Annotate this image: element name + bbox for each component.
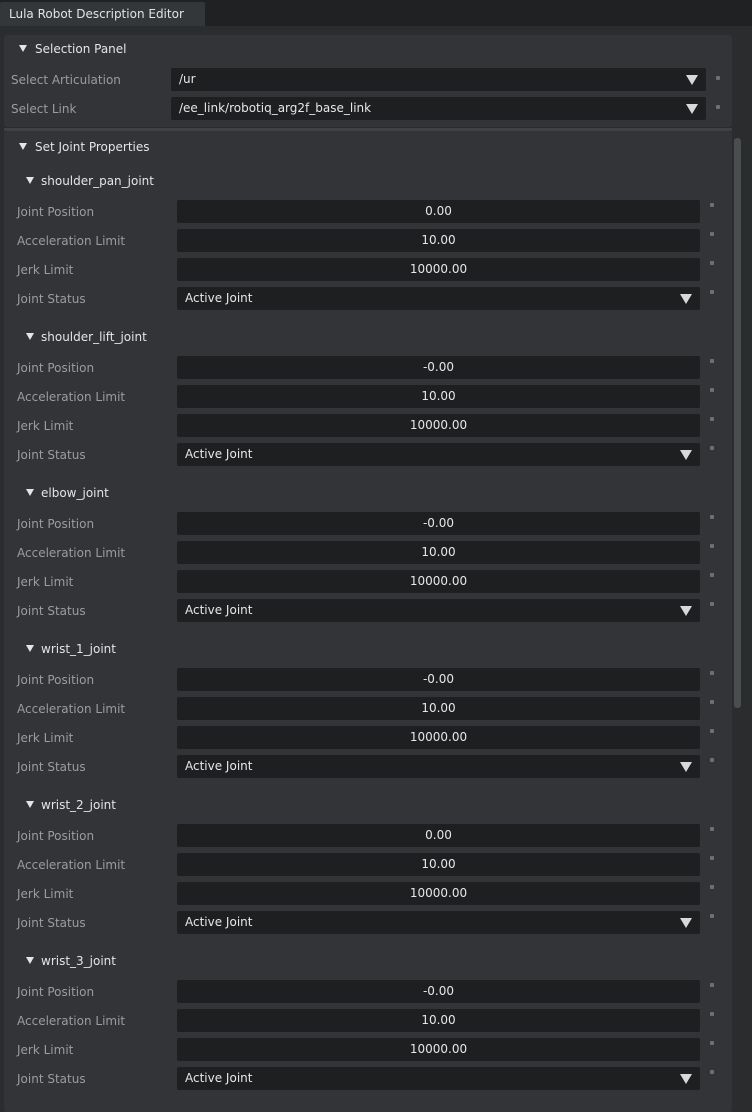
select-articulation-dropdown[interactable]	[171, 68, 706, 91]
collapse-triangle-icon[interactable]	[26, 177, 34, 184]
jerk-limit-label: Jerk Limit	[17, 887, 74, 901]
joint-status-dropdown[interactable]	[177, 287, 700, 310]
joint-status-label: Joint Status	[17, 448, 86, 462]
joint-status-value: Active Joint	[185, 759, 253, 773]
collapse-triangle-icon[interactable]	[26, 489, 34, 496]
joint-status-dropdown[interactable]	[177, 1067, 700, 1090]
joint-status-value: Active Joint	[185, 1071, 253, 1085]
jerk-limit-label: Jerk Limit	[17, 575, 74, 589]
acceleration-limit-label: Acceleration Limit	[17, 702, 126, 716]
joint-status-value: Active Joint	[185, 447, 253, 461]
reset-dot-icon[interactable]	[710, 203, 714, 207]
joint-position-label: Joint Position	[17, 361, 95, 375]
reset-dot-icon[interactable]	[710, 700, 714, 704]
select-link-dropdown[interactable]	[171, 97, 706, 120]
joint-status-value: Active Joint	[185, 291, 253, 305]
joint-position-label: Joint Position	[17, 517, 95, 531]
tab-bar	[0, 0, 752, 26]
collapse-triangle-icon[interactable]	[19, 143, 27, 150]
reset-dot-icon[interactable]	[710, 515, 714, 519]
reset-dot-icon[interactable]	[710, 671, 714, 675]
joint-position-label: Joint Position	[17, 673, 95, 687]
collapse-triangle-icon[interactable]	[26, 645, 34, 652]
jerk-limit-label: Jerk Limit	[17, 1043, 74, 1057]
reset-dot-icon[interactable]	[710, 1041, 714, 1045]
reset-dot-icon[interactable]	[710, 359, 714, 363]
reset-dot-icon[interactable]	[710, 290, 714, 294]
jerk-limit-label: Jerk Limit	[17, 731, 74, 745]
jerk-limit-field[interactable]: 10000.00	[177, 258, 700, 281]
dropdown-arrow-icon	[680, 450, 692, 460]
select-link-label: Select Link	[11, 102, 77, 116]
reset-dot-icon[interactable]	[710, 827, 714, 831]
select-articulation-label: Select Articulation	[11, 73, 121, 87]
joint-status-dropdown[interactable]	[177, 599, 700, 622]
reset-dot-icon[interactable]	[710, 983, 714, 987]
joint-position-field[interactable]: -0.00	[177, 512, 700, 535]
reset-dot-icon[interactable]	[710, 388, 714, 392]
joint-status-value: Active Joint	[185, 915, 253, 929]
reset-dot-icon[interactable]	[710, 856, 714, 860]
joint-status-value: Active Joint	[185, 603, 253, 617]
dropdown-arrow-icon	[680, 762, 692, 772]
reset-dot-icon[interactable]	[710, 261, 714, 265]
joint-status-label: Joint Status	[17, 292, 86, 306]
dropdown-arrow-icon	[686, 75, 698, 85]
reset-dot-icon[interactable]	[716, 76, 720, 80]
jerk-limit-label: Jerk Limit	[17, 419, 74, 433]
joint-position-label: Joint Position	[17, 205, 95, 219]
selection-panel-title[interactable]: Selection Panel	[35, 42, 127, 56]
acceleration-limit-label: Acceleration Limit	[17, 234, 126, 248]
reset-dot-icon[interactable]	[716, 105, 720, 109]
joint-position-field[interactable]: 0.00	[177, 200, 700, 223]
reset-dot-icon[interactable]	[710, 232, 714, 236]
acceleration-limit-field[interactable]: 10.00	[177, 229, 700, 252]
dropdown-arrow-icon	[680, 1074, 692, 1084]
dropdown-arrow-icon	[680, 918, 692, 928]
joint-status-label: Joint Status	[17, 604, 86, 618]
jerk-limit-label: Jerk Limit	[17, 263, 74, 277]
collapse-triangle-icon[interactable]	[26, 957, 34, 964]
joint-name-header[interactable]: wrist_2_joint	[41, 798, 116, 812]
acceleration-limit-label: Acceleration Limit	[17, 546, 126, 560]
joint-position-field[interactable]: -0.00	[177, 356, 700, 379]
reset-dot-icon[interactable]	[710, 729, 714, 733]
jerk-limit-field[interactable]: 10000.00	[177, 726, 700, 749]
collapse-triangle-icon[interactable]	[26, 333, 34, 340]
dropdown-arrow-icon	[680, 606, 692, 616]
joint-position-field[interactable]: -0.00	[177, 980, 700, 1003]
jerk-limit-field[interactable]: 10000.00	[177, 1038, 700, 1061]
select-link-value: /ee_link/robotiq_arg2f_base_link	[179, 101, 372, 115]
joint-status-dropdown[interactable]	[177, 911, 700, 934]
joint-name-header[interactable]: shoulder_lift_joint	[41, 330, 147, 344]
reset-dot-icon[interactable]	[710, 573, 714, 577]
reset-dot-icon[interactable]	[710, 1070, 714, 1074]
reset-dot-icon[interactable]	[710, 758, 714, 762]
dropdown-arrow-icon	[686, 104, 698, 114]
joint-name-header[interactable]: wrist_3_joint	[41, 954, 116, 968]
reset-dot-icon[interactable]	[710, 1012, 714, 1016]
window-tab[interactable]: Lula Robot Description Editor	[0, 2, 205, 26]
jerk-limit-field[interactable]: 10000.00	[177, 882, 700, 905]
joint-name-header[interactable]: elbow_joint	[41, 486, 109, 500]
joint-status-label: Joint Status	[17, 916, 86, 930]
joint-status-label: Joint Status	[17, 1072, 86, 1086]
joint-name-header[interactable]: shoulder_pan_joint	[41, 174, 154, 188]
jerk-limit-field[interactable]: 10000.00	[177, 570, 700, 593]
acceleration-limit-label: Acceleration Limit	[17, 1014, 126, 1028]
acceleration-limit-field[interactable]: 10.00	[177, 1009, 700, 1032]
joint-status-label: Joint Status	[17, 760, 86, 774]
select-articulation-value: /ur	[179, 72, 196, 86]
acceleration-limit-field[interactable]: 10.00	[177, 541, 700, 564]
joint-status-dropdown[interactable]	[177, 443, 700, 466]
acceleration-limit-field[interactable]: 10.00	[177, 853, 700, 876]
acceleration-limit-label: Acceleration Limit	[17, 858, 126, 872]
joint-position-field[interactable]: -0.00	[177, 668, 700, 691]
acceleration-limit-label: Acceleration Limit	[17, 390, 126, 404]
reset-dot-icon[interactable]	[710, 602, 714, 606]
reset-dot-icon[interactable]	[710, 446, 714, 450]
reset-dot-icon[interactable]	[710, 417, 714, 421]
reset-dot-icon[interactable]	[710, 544, 714, 548]
jerk-limit-field[interactable]: 10000.00	[177, 414, 700, 437]
joint-position-label: Joint Position	[17, 985, 95, 999]
acceleration-limit-field[interactable]: 10.00	[177, 697, 700, 720]
collapse-triangle-icon[interactable]	[26, 801, 34, 808]
joint-position-label: Joint Position	[17, 829, 95, 843]
joint-properties-title[interactable]: Set Joint Properties	[35, 140, 150, 154]
reset-dot-icon[interactable]	[710, 885, 714, 889]
dropdown-arrow-icon	[680, 294, 692, 304]
joint-position-field[interactable]: 0.00	[177, 824, 700, 847]
acceleration-limit-field[interactable]: 10.00	[177, 385, 700, 408]
collapse-triangle-icon[interactable]	[19, 45, 27, 52]
joint-status-dropdown[interactable]	[177, 755, 700, 778]
reset-dot-icon[interactable]	[710, 914, 714, 918]
scrollbar-thumb[interactable]	[734, 138, 741, 708]
joint-name-header[interactable]: wrist_1_joint	[41, 642, 116, 656]
